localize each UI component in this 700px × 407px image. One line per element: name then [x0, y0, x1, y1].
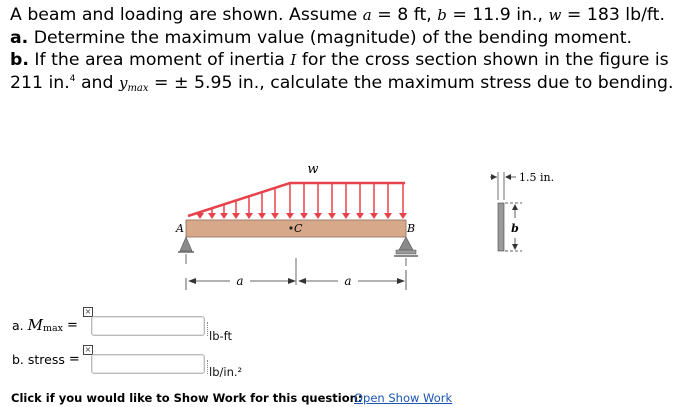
var-i: I [290, 51, 297, 70]
distributed-load [188, 183, 407, 219]
problem-line-1 [10, 4, 694, 27]
part-a-question [10, 27, 694, 50]
stress-label [12, 352, 82, 367]
part-b-text-2: for the cross section shown in the figure is 211 in. [10, 50, 669, 93]
cross-section [490, 172, 522, 251]
point-c-label: C [294, 222, 303, 235]
stress-equals: = [68, 352, 80, 367]
show-work-footer [11, 391, 453, 405]
stress-units: lb/in.² [209, 365, 243, 379]
load-label: w [307, 162, 319, 177]
stress-input[interactable] [91, 354, 205, 374]
point-c-dot [289, 226, 292, 229]
y-subscript: max [127, 82, 149, 94]
point-b-label: B [407, 222, 416, 235]
moment-units: lb-ft [209, 329, 232, 343]
pin-support-a [178, 237, 194, 264]
var-y: y [118, 73, 128, 92]
cross-section-rect [498, 203, 504, 251]
show-work-prompt: Click if you would like to Show Work for this question: [11, 391, 363, 405]
part-b-text-3: and [75, 72, 119, 93]
load-outline [188, 183, 405, 216]
part-b-question [10, 49, 694, 97]
point-a-label: A [176, 222, 184, 235]
cross-section-width-label: 1.5 in. [519, 171, 555, 184]
cross-section-height-label: b [511, 222, 519, 235]
problem-intro: A beam and loading are shown. Assume [10, 5, 363, 25]
moment-subscript: max [42, 322, 64, 334]
moment-equals: = [67, 317, 78, 333]
dimension-a-right-label: a [344, 274, 352, 288]
stress-label-text: b. stress [12, 352, 65, 367]
dimension-a-right [298, 270, 406, 290]
dimension-a-left-label: a [236, 274, 244, 288]
open-show-work-link[interactable]: Open Show Work [354, 391, 453, 405]
roller-support-b [394, 237, 418, 266]
part-a-label: a. [10, 27, 29, 48]
moment-answer-row [12, 316, 82, 334]
part-a-text: Determine the maximum value (magnitude) of the bending moment. [28, 27, 632, 48]
stress-answer-row [12, 352, 82, 367]
var-a: a [362, 6, 372, 24]
moment-input[interactable] [91, 316, 205, 336]
part-b-text-1: If the area moment of inertia [28, 50, 291, 71]
var-w: w [548, 6, 562, 24]
part-b-label: b. [10, 50, 29, 71]
inertia-exponent: 4 [69, 73, 76, 84]
load-arrows [196, 183, 407, 219]
moment-tip-icon[interactable]: × [84, 307, 92, 316]
a-value: = 8 ft, [371, 5, 438, 25]
moment-label [12, 316, 82, 334]
b-value: = 11.9 in., [446, 5, 549, 25]
beam-figure [0, 150, 700, 290]
moment-var: M [27, 316, 43, 334]
w-value: = 183 lb/ft. [561, 5, 665, 25]
stress-tip-icon[interactable]: × [84, 345, 92, 354]
y-value: = ± 5.95 in., calculate the maximum stress due to bending. [148, 72, 674, 93]
moment-label-prefix: a. [12, 317, 24, 333]
problem-statement [10, 4, 694, 97]
var-b: b [437, 6, 447, 24]
